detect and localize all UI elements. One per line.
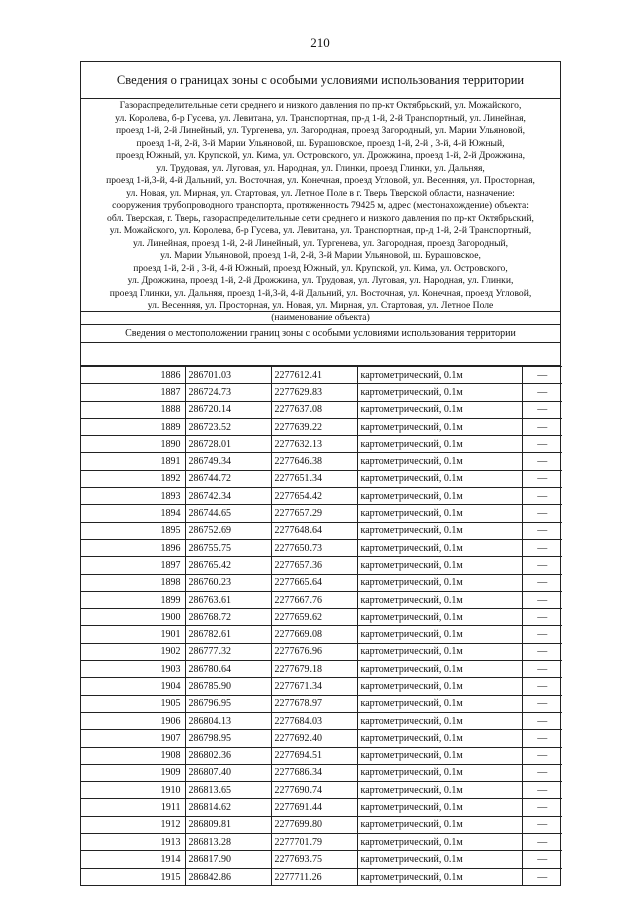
note-cell: — [522,834,562,851]
x-coordinate-cell: 286744.72 [185,470,271,487]
x-coordinate-cell: 286809.81 [185,816,271,833]
table-row [81,695,562,712]
form-title: Сведения о границах зоны с особыми условиями использования территории [81,62,560,99]
x-coordinate-cell: 286813.28 [185,834,271,851]
point-number-cell: 1911 [81,799,185,816]
coordinates-table [81,366,562,885]
y-coordinate-cell: 2277667.76 [271,591,357,608]
method-accuracy-cell: картометрический, 0.1м [357,401,522,418]
description-line: сооружения трубопроводного транспорта, протяженность 79425 м, адрес (местонахождение) объекта: [112,200,529,211]
table-row [81,539,562,556]
x-coordinate-cell: 286807.40 [185,764,271,781]
method-accuracy-cell: картометрический, 0.1м [357,574,522,591]
note-cell: — [522,661,562,678]
method-accuracy-cell: картометрический, 0.1м [357,764,522,781]
point-number-cell: 1892 [81,470,185,487]
note-cell: — [522,816,562,833]
x-coordinate-cell: 286817.90 [185,851,271,868]
note-cell: — [522,764,562,781]
method-accuracy-cell: картометрический, 0.1м [357,643,522,660]
table-row [81,401,562,418]
y-coordinate-cell: 2277646.38 [271,453,357,470]
point-number-cell: 1894 [81,505,185,522]
y-coordinate-cell: 2277657.36 [271,557,357,574]
method-accuracy-cell: картометрический, 0.1м [357,661,522,678]
point-number-cell: 1897 [81,557,185,574]
x-coordinate-cell: 286752.69 [185,522,271,539]
point-number-cell: 1902 [81,643,185,660]
note-cell: — [522,367,562,384]
location-caption: Сведения о местоположении границ зоны с особыми условиями использования территории [81,325,560,343]
table-row [81,816,562,833]
y-coordinate-cell: 2277659.62 [271,609,357,626]
y-coordinate-cell: 2277629.83 [271,384,357,401]
table-row [81,384,562,401]
y-coordinate-cell: 2277665.64 [271,574,357,591]
x-coordinate-cell: 286763.61 [185,591,271,608]
table-row [81,764,562,781]
method-accuracy-cell: картометрический, 0.1м [357,799,522,816]
note-cell: — [522,730,562,747]
point-number-cell: 1887 [81,384,185,401]
point-number-cell: 1886 [81,367,185,384]
table-row [81,418,562,435]
x-coordinate-cell: 286768.72 [185,609,271,626]
y-coordinate-cell: 2277648.64 [271,522,357,539]
note-cell: — [522,436,562,453]
description-line: ул. Трудовая, ул. Луговая, ул. Народная, ул. Глинки, проезд Глинки, ул. Дальняя, [156,162,485,174]
x-coordinate-cell: 286724.73 [185,384,271,401]
object-name-caption: (наименование объекта) [81,312,560,325]
point-number-cell: 1904 [81,678,185,695]
point-number-cell: 1907 [81,730,185,747]
x-coordinate-cell: 286802.36 [185,747,271,764]
x-coordinate-cell: 286760.23 [185,574,271,591]
y-coordinate-cell: 2277654.42 [271,488,357,505]
table-row [81,557,562,574]
description-line: ул. Линейная, проезд 1-й, 2-й Линейный, ул. Тургенева, ул. Загородная, проезд Загородный, [132,237,509,249]
point-number-cell: 1912 [81,816,185,833]
x-coordinate-cell: 286814.62 [185,799,271,816]
point-number-cell: 1898 [81,574,185,591]
method-accuracy-cell: картометрический, 0.1м [357,678,522,695]
method-accuracy-cell: картометрический, 0.1м [357,609,522,626]
note-cell: — [522,626,562,643]
note-cell: — [522,522,562,539]
description-line: проезд 1-й, 2-й Линейный, ул. Тургенева, ул. Загородная, проезд Загородный, ул. Марии Ульяновой, [115,125,525,136]
method-accuracy-cell: картометрический, 0.1м [357,816,522,833]
method-accuracy-cell: картометрический, 0.1м [357,730,522,747]
table-row [81,868,562,885]
point-number-cell: 1909 [81,764,185,781]
y-coordinate-cell: 2277699.80 [271,816,357,833]
x-coordinate-cell: 286796.95 [185,695,271,712]
note-cell: — [522,539,562,556]
description-line: ул. Новая, ул. Мирная, ул. Стартовая, ул. Летное Поле в г. Тверь Тверской области, назначение: [126,187,515,199]
note-cell: — [522,453,562,470]
y-coordinate-cell: 2277632.13 [271,436,357,453]
method-accuracy-cell: картометрический, 0.1м [357,436,522,453]
table-row [81,488,562,505]
y-coordinate-cell: 2277678.97 [271,695,357,712]
y-coordinate-cell: 2277639.22 [271,418,357,435]
point-number-cell: 1905 [81,695,185,712]
table-row [81,591,562,608]
point-number-cell: 1903 [81,661,185,678]
point-number-cell: 1896 [81,539,185,556]
y-coordinate-cell: 2277693.75 [271,851,357,868]
note-cell: — [522,418,562,435]
point-number-cell: 1890 [81,436,185,453]
method-accuracy-cell: картометрический, 0.1м [357,782,522,799]
method-accuracy-cell: картометрический, 0.1м [357,695,522,712]
x-coordinate-cell: 286742.34 [185,488,271,505]
point-number-cell: 1910 [81,782,185,799]
method-accuracy-cell: картометрический, 0.1м [357,868,522,885]
note-cell: — [522,488,562,505]
note-cell: — [522,868,562,885]
description-line: ул. Весенняя, ул. Просторная, ул. Новая, ул. Мирная, ул. Стартовая, ул. Летное Поле [147,300,494,311]
note-cell: — [522,470,562,487]
description-line: Газораспределительные сети среднего и низкого давления по пр-кт Октябрьский, ул. Можайского, [119,100,522,111]
point-number-cell: 1893 [81,488,185,505]
table-row [81,367,562,384]
table-row [81,782,562,799]
x-coordinate-cell: 286744.65 [185,505,271,522]
point-number-cell: 1914 [81,851,185,868]
x-coordinate-cell: 286842.86 [185,868,271,885]
table-row [81,522,562,539]
object-description [81,99,560,312]
note-cell: — [522,384,562,401]
table-row [81,678,562,695]
point-number-cell: 1908 [81,747,185,764]
description-line: проезд 1-й, 2-й , 3-й, 4-й Южный, проезд Южный, ул. Крупской, ул. Кима, ул. Островского, [133,262,508,274]
y-coordinate-cell: 2277701.79 [271,834,357,851]
table-row [81,453,562,470]
x-coordinate-cell: 286749.34 [185,453,271,470]
point-number-cell: 1913 [81,834,185,851]
description-line: проезд 1-й,3-й, 4-й Дальний, ул. Восточная, ул. Конечная, проезд Угловой, ул. Весенняя, ул. Просторная, [106,175,535,186]
note-cell: — [522,695,562,712]
y-coordinate-cell: 2277651.34 [271,470,357,487]
y-coordinate-cell: 2277711.26 [271,868,357,885]
note-cell: — [522,591,562,608]
table-row [81,834,562,851]
x-coordinate-cell: 286813.65 [185,782,271,799]
y-coordinate-cell: 2277637.08 [271,401,357,418]
method-accuracy-cell: картометрический, 0.1м [357,488,522,505]
x-coordinate-cell: 286777.32 [185,643,271,660]
method-accuracy-cell: картометрический, 0.1м [357,384,522,401]
method-accuracy-cell: картометрический, 0.1м [357,851,522,868]
description-line: ул. Марии Ульяновой, проезд 1-й, 2-й, 3-й Марии Ульяновой, ш. Бурашовское, [160,250,481,261]
x-coordinate-cell: 286798.95 [185,730,271,747]
method-accuracy-cell: картометрический, 0.1м [357,591,522,608]
method-accuracy-cell: картометрический, 0.1м [357,522,522,539]
method-accuracy-cell: картометрический, 0.1м [357,367,522,384]
note-cell: — [522,401,562,418]
x-coordinate-cell: 286701.03 [185,367,271,384]
x-coordinate-cell: 286765.42 [185,557,271,574]
point-number-cell: 1900 [81,609,185,626]
y-coordinate-cell: 2277676.96 [271,643,357,660]
description-line: обл. Тверская, г. Тверь, газораспределительные сети среднего и низкого давления по пр-кт Октябрьский, [107,212,534,224]
y-coordinate-cell: 2277692.40 [271,730,357,747]
note-cell: — [522,851,562,868]
table-row [81,643,562,660]
table-header-blank [81,343,560,366]
point-number-cell: 1915 [81,868,185,885]
y-coordinate-cell: 2277690.74 [271,782,357,799]
point-number-cell: 1899 [81,591,185,608]
page-number: 210 [310,35,330,50]
table-row [81,574,562,591]
x-coordinate-cell: 286755.75 [185,539,271,556]
x-coordinate-cell: 286780.64 [185,661,271,678]
point-number-cell: 1889 [81,418,185,435]
x-coordinate-cell: 286720.14 [185,401,271,418]
note-cell: — [522,782,562,799]
method-accuracy-cell: картометрический, 0.1м [357,470,522,487]
description-line: ул. Королева, б-р Гусева, ул. Левитана, ул. Транспортная, пр-д 1-й, 2-й Транспортный, ул. Линейная, [115,112,526,124]
y-coordinate-cell: 2277657.29 [271,505,357,522]
point-number-cell: 1888 [81,401,185,418]
y-coordinate-cell: 2277679.18 [271,661,357,678]
table-row [81,851,562,868]
note-cell: — [522,678,562,695]
table-row [81,609,562,626]
note-cell: — [522,609,562,626]
description-line: ул. Дрожжина, проезд 1-й, 2-й Дрожжина, ул. Трудовая, ул. Луговая, ул. Народная, ул. Глинки, [127,275,514,286]
method-accuracy-cell: картометрический, 0.1м [357,712,522,729]
point-number-cell: 1906 [81,712,185,729]
table-row [81,436,562,453]
y-coordinate-cell: 2277612.41 [271,367,357,384]
point-number-cell: 1901 [81,626,185,643]
table-row [81,661,562,678]
x-coordinate-cell: 286785.90 [185,678,271,695]
description-line: ул. Можайского, ул. Королева, б-р Гусева, ул. Левитана, ул. Транспортная, пр-д 1-й, 2-й Транспортный, [109,225,532,236]
point-number-cell: 1895 [81,522,185,539]
description-line: проезд Глинки, ул. Дальняя, проезд 1-й,3-й, 4-й Дальний, ул. Восточная, ул. Конечная, проезд Угловой, [109,287,532,299]
description-line: проезд Южный, ул. Крупской, ул. Кима, ул. Островского, ул. Дрожжина, проезд 1-й, 2-й Дрожжина, [115,150,526,161]
method-accuracy-cell: картометрический, 0.1м [357,418,522,435]
table-row [81,626,562,643]
method-accuracy-cell: картометрический, 0.1м [357,834,522,851]
y-coordinate-cell: 2277650.73 [271,539,357,556]
x-coordinate-cell: 286723.52 [185,418,271,435]
table-row [81,747,562,764]
description-line: проезд 1-й, 2-й, 3-й Марии Ульяновой, ш. Бурашовское, проезд 1-й, 2-й , 3-й, 4-й Южный, [136,137,505,149]
y-coordinate-cell: 2277694.51 [271,747,357,764]
table-row [81,730,562,747]
table-row [81,712,562,729]
y-coordinate-cell: 2277686.34 [271,764,357,781]
x-coordinate-cell: 286782.61 [185,626,271,643]
note-cell: — [522,747,562,764]
note-cell: — [522,712,562,729]
method-accuracy-cell: картометрический, 0.1м [357,557,522,574]
y-coordinate-cell: 2277671.34 [271,678,357,695]
table-row [81,470,562,487]
note-cell: — [522,799,562,816]
note-cell: — [522,557,562,574]
x-coordinate-cell: 286804.13 [185,712,271,729]
table-row [81,799,562,816]
method-accuracy-cell: картометрический, 0.1м [357,505,522,522]
note-cell: — [522,574,562,591]
note-cell: — [522,643,562,660]
method-accuracy-cell: картометрический, 0.1м [357,453,522,470]
zone-boundaries-form [80,61,561,886]
point-number-cell: 1891 [81,453,185,470]
method-accuracy-cell: картометрический, 0.1м [357,626,522,643]
y-coordinate-cell: 2277691.44 [271,799,357,816]
method-accuracy-cell: картометрический, 0.1м [357,747,522,764]
y-coordinate-cell: 2277669.08 [271,626,357,643]
table-row [81,505,562,522]
method-accuracy-cell: картометрический, 0.1м [357,539,522,556]
x-coordinate-cell: 286728.01 [185,436,271,453]
note-cell: — [522,505,562,522]
y-coordinate-cell: 2277684.03 [271,712,357,729]
